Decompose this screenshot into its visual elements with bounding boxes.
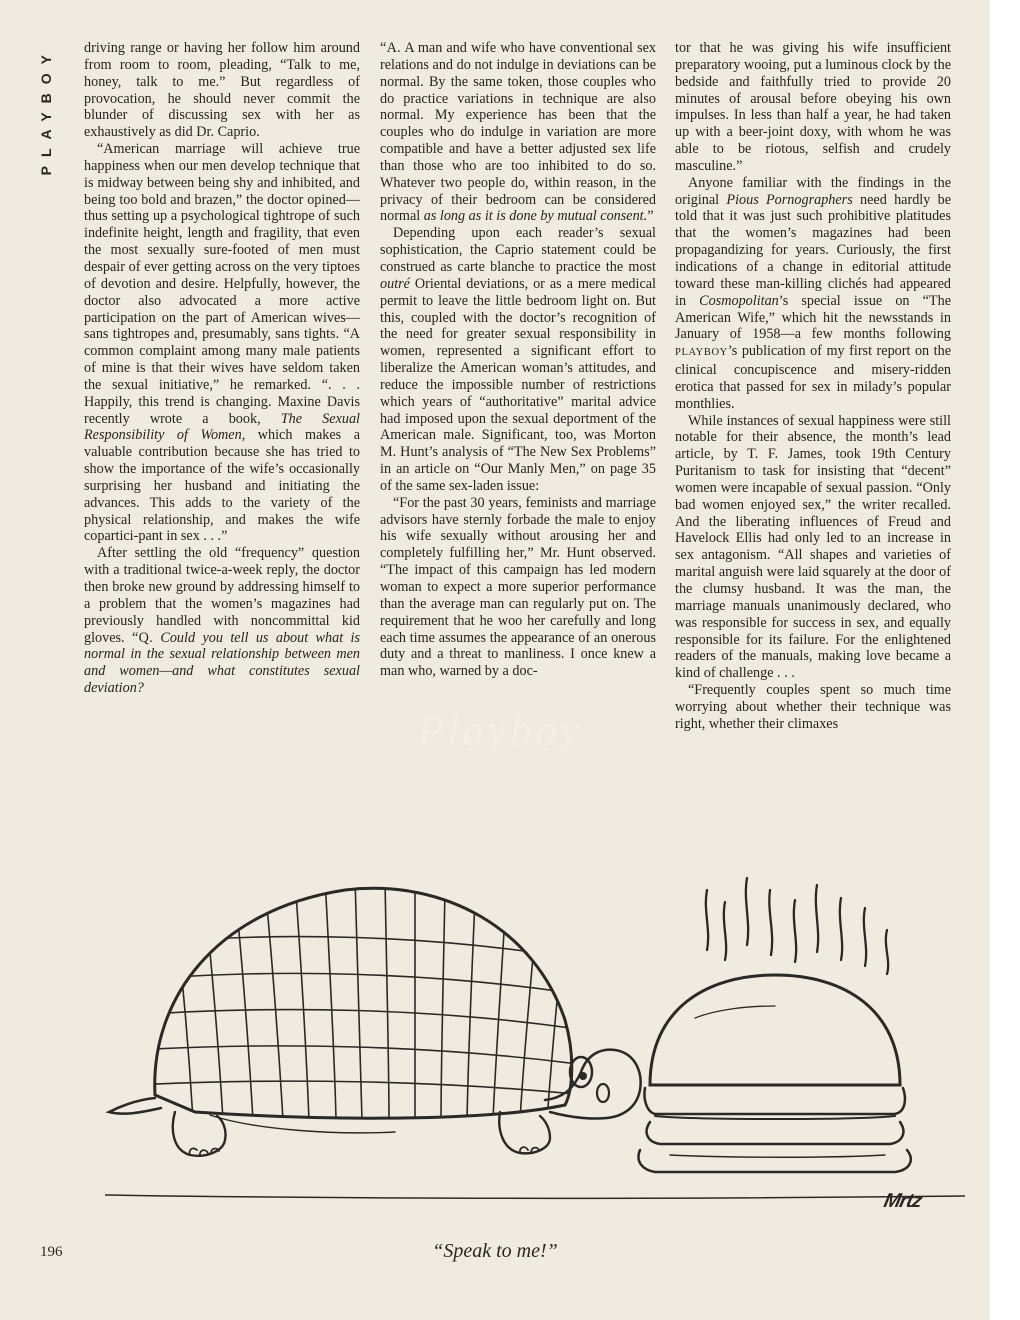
emphasis: outré (380, 275, 410, 292)
book-title: The Sexual Responsibility of Women, (84, 410, 360, 444)
page-number: 196 (40, 1244, 63, 1260)
magazine-title: Cosmopolitan (699, 292, 779, 309)
paragraph: “Frequently couples spent so much time worrying about whether their technique was right, whether their climaxes (675, 682, 951, 732)
paragraph: After settling the old “frequency” question with a traditional twice-a-week reply, the doctor then broke new ground by addressing himself to a problem that the women’s magazines had previously handled with noncommittal kid gloves. “Q. Could you tell us about what is normal in the sexual relationship between men and women—and what constitutes sexual deviation? (84, 545, 360, 697)
watermark: Playboy (417, 706, 583, 755)
cartoon-illustration (95, 850, 975, 1220)
question-text: Could you tell us about what is normal in the sexual relationship between men and women—and what constitutes sexual deviation? (84, 629, 360, 697)
turtle-icon (109, 878, 641, 1156)
paragraph: tor that he was giving his wife insufficient preparatory wooing, put a luminous clock by the bedside and faithfully tried to provide 20 minutes of arousal before obeying his own impulses. In less than half a year, he had taken up with a beer-joint doxy, with whom he was able to be riotous, selfish and crudely masculine.” (675, 40, 951, 174)
text-column-1 (84, 40, 360, 697)
artist-signature: Mrtz (881, 1190, 924, 1212)
series-title: Pious Pornographers (726, 191, 853, 208)
emphasis: as long as it is done by mutual consent. (423, 208, 648, 225)
question-label: “Q. (131, 629, 153, 646)
ground-line (105, 1195, 965, 1198)
paragraph: “For the past 30 years, feminists and marriage advisors have sternly forbade the male to enjoy his wife sexually without arousing her and completely fulfilling her,” Mr. Hunt observed. “The impact of this campaign has led modern woman to expect a more superior performance than the average man can regularly put on. The requirement that he woo her carefully and long each time assumes the appearance of an onerous duty and a threat to manliness. I once knew a man who, warned by a doc- (380, 494, 656, 680)
text-column-2 (380, 40, 656, 680)
paragraph: “A. A man and wife who have conventional sex relations and do not indulge in deviations can be normal. By the same token, those couples who do practice variations in technique are also normal. My experience has been that the couples who do indulge in variation are more compatible and have a better adjusted sex life than those who are too inhibited to do so. Whatever two people do, within reason, in the privacy of their bedroom can be considered normal as long as it is done by mutual consent.” (380, 40, 657, 225)
running-head: PLAYBOY (38, 46, 54, 176)
paragraph: Anyone familiar with the findings in the original Pious Pornographers need hardly be told that it was just such prohibitive platitudes that the women’s magazines had been propagandizing for years. Curiously, the first indications of a change in editorial attitude toward these man-killing clichés had appeared in Cosmopolitan’s special issue on “The American Wife,” which hit the newsstands in January of 1958—a few months following PLAYBOY’s publication of my first report on the clinical concupiscence and misery-ridden erotica that passed for sex in milady’s popular monthlies. (675, 174, 951, 412)
paragraph: Depending upon each reader’s sexual sophistication, the Caprio statement could be construed as carte blanche to practice the most outré Oriental deviations, or as a mere medical permit to leave the little bedroom light on. But this, coupled with the doctor’s recognition of the need for greater sexual responsibility in women, represented a significant effort to liberalize the American woman’s attitudes, and reduce the impossible number of restrictions which years of “authoritative” marital advice had imposed upon the sexual deportment of the American male. Significant, too, was Morton M. Hunt’s analysis of “The New Sex Problems” in an article on “Our Manly Men,” on page 35 of the same sex-laden issue: (380, 225, 656, 494)
paragraph: driving range or having her follow him around from room to room, pleading, “Talk to me, honey, talk to me.” But regardless of provocation, he should never commit the blunder of discussing sex with her as exhaustively as did Dr. Caprio. (84, 40, 360, 141)
paragraph: While instances of sexual happiness were still notable for their absence, the month’s lead article, by T. F. James, took 19th Century Puritanism to task for insisting that “decent” women were incapable of sexual passion. “Only bad women enjoyed sex,” the writer recalled. And the liberating influences of Freud and Havelock Ellis had only led to an increase in sex antagonism. “All shapes and varieties of marital anguish were laid squarely at the door of the clumsy husband. It was the man, the marriage manuals unanimously declared, who was responsible for success in sex, and equally responsible for its failure. For the enlightened readers of the manuals, making love became a kind of challenge . . . (675, 412, 951, 682)
text-column-3 (675, 40, 951, 733)
paragraph: “American marriage will achieve true happiness when our men develop technique that is midway between being shy and inhibited, and being too bold and brazen,” the doctor opined—thus setting up a psychological tightrope of such indefinite height, length and fragility, that even the most sexually sure-footed of men must despair of ever getting across on the very tiptoes of devotion and desire. Helpfully, however, the doctor also advocated a more active participation on the part of American wives—sans tightropes and, presumably, sans tights. “A common complaint among many male patients of mine is that their wives have seldom taken the sexual initiative,” he remarked. “. . . Happily, this trend is changing. Maxine Davis recently wrote a book, The Sexual Responsibility of Women, which makes a valuable contribution because she has tried to show the importance of the wife’s occasionally surprising her husband and initiating the advances. This adds to the variety of the physical relationship, and makes the wife copartici-pant in sex . . .” (84, 141, 361, 545)
hamburger-icon (638, 878, 910, 1172)
answer-label: “A. (380, 40, 401, 56)
cartoon-caption: “Speak to me!” (432, 1240, 558, 1262)
playboy-name: PLAYBOY (675, 347, 728, 359)
